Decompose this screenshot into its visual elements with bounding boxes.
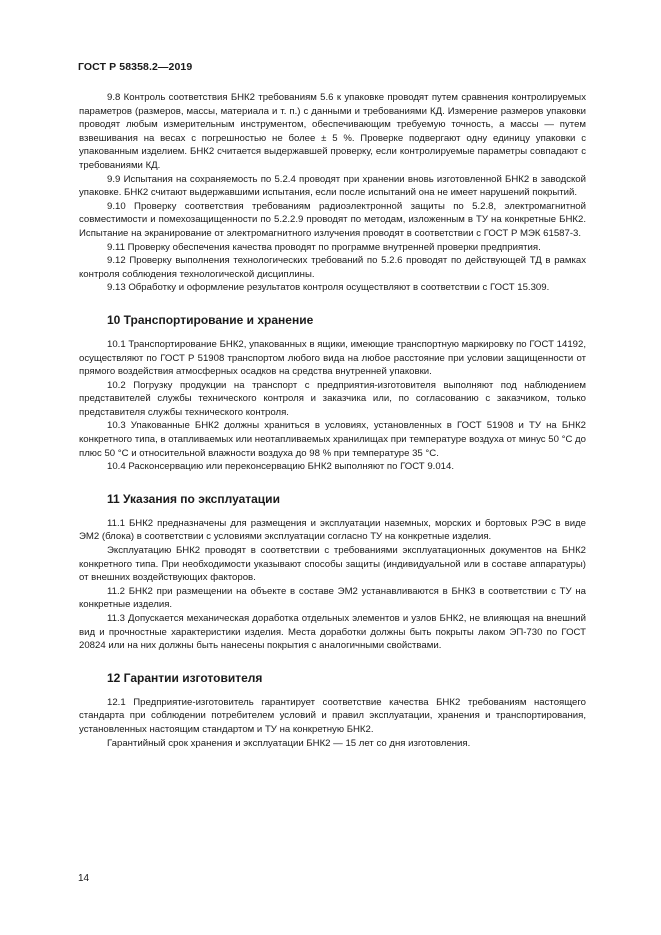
paragraph: 10.1 Транспортирование БНК2, упакованных в ящики, имеющие транспортную маркировку по ГОСТ 14192, осуществляют по ГОСТ Р 51908 транспортом любого вида на любое расстояние при условии защищенности от прямого воздействия атмосферных осадков на средства внутренней упаковки. (79, 338, 586, 378)
section-heading: 12 Гарантии изготовителя (107, 670, 263, 685)
section-heading: 11 Указания по эксплуатации (107, 491, 280, 506)
paragraph: 10.4 Расконсервацию или переконсервацию БНК2 выполняют по ГОСТ 9.014. (107, 461, 455, 473)
paragraph: 9.10 Проверку соответствия требованиям радиоэлектронной защиты по 5.2.8, электромагнитной совместимости и помехозащищенности по 5.2.2.9 проводят по методам, изложенным в ТУ на конкретные БНК2. Испытание на экранирование от электромагнитного излучения проводят в соответствии с ГОСТ Р МЭК 61587-3. (79, 200, 586, 239)
paragraph: 9.13 Обработку и оформление результатов контроля осуществляют в соответствии с ГОСТ 15.309. (107, 282, 550, 294)
paragraph: 9.12 Проверку выполнения технологических требований по 5.2.6 проводят по действующей ТД в рамках контроля соблюдения технологической дисциплины. (79, 255, 586, 280)
paragraph: 10.2 Погрузку продукции на транспорт с предприятия-изготовителя выполняют под наблюдением представителей службы технического контроля и заказчика или, по согласованию с заказчиком, только представителя службы технического контроля. (79, 379, 586, 418)
paragraph: 11.3 Допускается механическая доработка отдельных элементов и узлов БНК2, не влияющая на внешний вид и прочностные характеристики изделия. Места доработки должны быть покрыты лаком ЭП-730 по ГОСТ 20824 или на них должны быть нанесены покрытия с аналогичными свойствами. (79, 613, 586, 652)
page-number: 14 (78, 873, 90, 884)
paragraph: 9.11 Проверку обеспечения качества проводят по программе внутренней проверки предприятия. (107, 241, 541, 253)
section-heading: 10 Транспортирование и хранение (107, 312, 314, 327)
paragraph: 9.8 Контроль соответствия БНК2 требованиям 5.6 к упаковке проводят путем сравнения контролируемых параметров (размеров, массы, материала и т. п.) с данными и требованиями КД. Измерение размеров упаковки проводят любым измерительным инструментом, обеспечивающим требуемую точность, а массы — путем взвешивания на весах с погрешностью не более ± 5 %. Проверке подвергают одну единицу упаковки с упакованным изделием. БНК2 считается выдержавшей проверку, если контролируемые параметры совпадают с требованиями КД. (79, 92, 586, 171)
paragraph: 11.2 БНК2 при размещении на объекте в составе ЭМ2 устанавливаются в БНК3 в соответствии с ТУ на конкретные изделия. (79, 585, 586, 611)
paragraph: 10.3 Упакованные БНК2 должны храниться в условиях, установленных в ГОСТ 51908 и ТУ на БНК2 конкретного типа, в отапливаемых или неотапливаемых хранилищах при температуре воздуха от минус 50 °С до плюс 50 °С и относительной влажности воздуха до 98 % при температуре 35 °С. (79, 420, 586, 459)
document-code: ГОСТ Р 58358.2—2019 (78, 61, 193, 73)
paragraph: 9.9 Испытания на сохраняемость по 5.2.4 проводят при хранении вновь изготовленной БНК2 в заводской упаковке. БНК2 считают выдержавшими испытания, если после испытаний она не имеет нарушений покрытий. (79, 173, 586, 199)
paragraph: 12.1 Предприятие-изготовитель гарантирует соответствие качества БНК2 требованиям настоящего стандарта при соблюдении потребителем условий и правил эксплуатации, хранения и транспортирования, установленных настоящим стандартом и ТУ на конкретную БНК2. (79, 696, 586, 735)
paragraph: Гарантийный срок хранения и эксплуатации БНК2 — 15 лет со дня изготовления. (107, 737, 471, 749)
paragraph: 11.1 БНК2 предназначены для размещения и эксплуатации наземных, морских и бортовых РЭС в виде ЭМ2 (блока) в соответствии с условиями эксплуатации согласно ТУ на конкретные изделия. (79, 517, 586, 543)
document-body (79, 91, 586, 750)
paragraph: Эксплуатацию БНК2 проводят в соответствии с требованиями эксплуатационных документов на БНК2 конкретного типа. При необходимости указывают способы защиты (индивидуальной или в составе аппаратуры) от внешних воздействующих факторов. (79, 545, 586, 584)
